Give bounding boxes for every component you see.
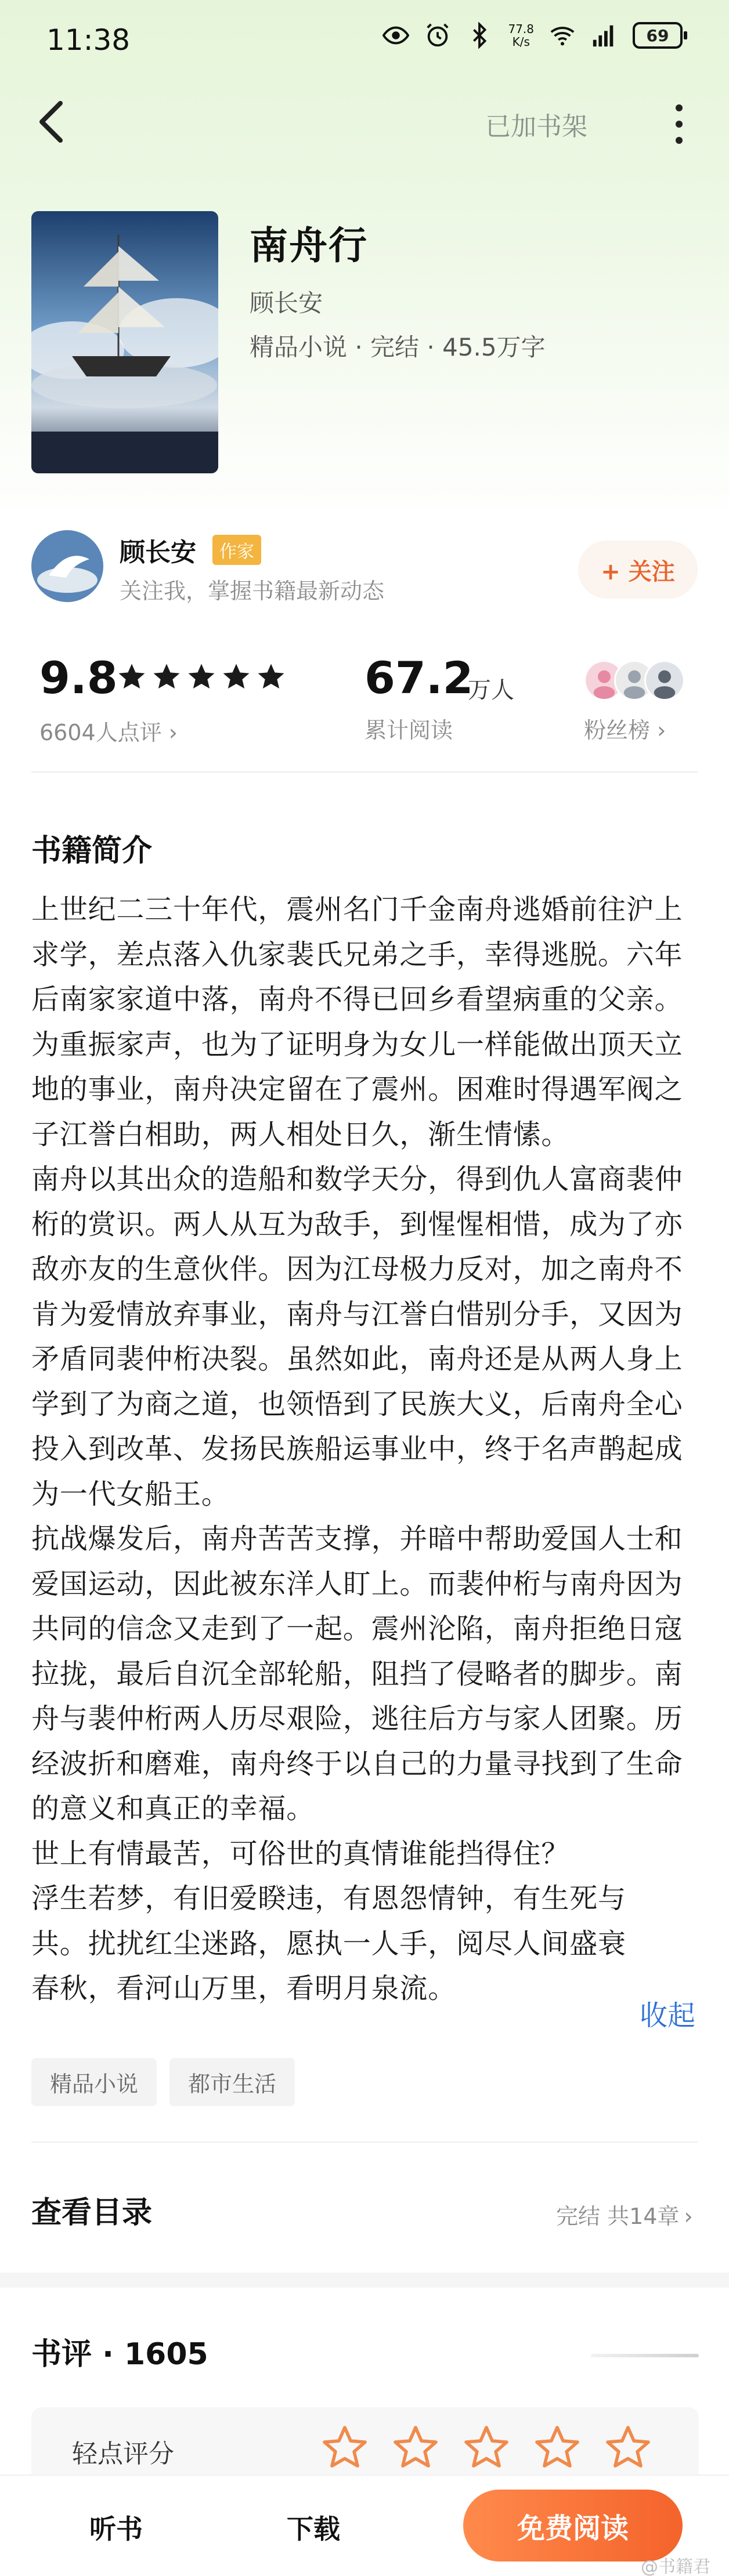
author-subtitle: 关注我，掌握书籍最新动态 (120, 578, 385, 604)
intro-paragraph: 抗战爆发后，南舟苦苦支撑，并暗中帮助爱国人士和爱国运动，因此被东洋人盯上。而裴仲桁与南舟因为共同的信念又走到了一起。震州沦陷，南舟拒绝日寇拉拢，最后自沉全部轮船，阻挡了侵略者的脚步。南舟与裴仲桁两人历尽艰险，逃往后方与家人团聚。历经波折和磨难，南舟终于以自己的力量寻找到了生命的意义和真正的幸福。 (31, 1523, 683, 1825)
star-icon (151, 661, 182, 693)
decorative-line (591, 2354, 699, 2357)
book-author[interactable]: 顾长安 (250, 289, 323, 317)
book-cover[interactable] (31, 211, 218, 473)
download-button[interactable]: 下载 (287, 2513, 340, 2545)
rate-stars (320, 2423, 652, 2472)
avatar-art (31, 530, 103, 602)
divider (31, 2142, 698, 2143)
tag-item[interactable]: 精品小说 (31, 2058, 157, 2106)
reads-label: 累计阅读 (364, 718, 453, 743)
star-icon[interactable] (533, 2423, 582, 2472)
intro-text (31, 887, 699, 2012)
intro-title: 书籍简介 (31, 834, 153, 868)
chevron-right-icon: › (684, 2204, 693, 2229)
star-icon (116, 661, 147, 693)
toc-status-link[interactable] (556, 2198, 693, 2230)
watermark: @书籍君 (641, 2557, 710, 2576)
fans-avatars[interactable] (584, 658, 694, 704)
reads-unit: 万人 (468, 677, 514, 704)
listen-button[interactable]: 听书 (89, 2513, 143, 2545)
star-icon (221, 661, 252, 693)
tag-list (31, 2058, 295, 2106)
wifi-icon (549, 22, 576, 49)
reviews-title: 书评 · 1605 (31, 2337, 208, 2372)
alarm-icon (424, 22, 451, 49)
chevron-left-icon[interactable] (35, 99, 70, 145)
intro-paragraph: 上世纪二三十年代，震州名门千金南舟逃婚前往沪上求学，差点落入仇家裴氏兄弟之手，幸得逃脱。六年后南家家道中落，南舟不得已回乡看望病重的父亲。为重振家声，也为了证明身为女儿一样能做出顶天立地的事业，南舟决定留在了震州。困难时得遇军阀之子江誉白相助，两人相处日久，渐生情愫。 (31, 893, 683, 1151)
follow-button[interactable]: + 关注 (578, 541, 698, 599)
status-bar (0, 0, 729, 81)
star-icon (255, 661, 287, 693)
book-cover-art (31, 211, 218, 473)
intro-paragraph: 浮生若梦，有旧爱睽违，有恩怨情钟，有生死与共。扰扰红尘迷路，愿执一人手，阅尽人间盛衰春秋，看河山万里，看明月泉流。 (31, 1882, 626, 2005)
battery-icon: 69 (633, 22, 683, 49)
status-time: 11:38 (46, 23, 131, 57)
section-gap (0, 2273, 729, 2288)
free-read-button[interactable]: 免费阅读 (463, 2490, 683, 2561)
star-icon[interactable] (604, 2423, 652, 2472)
toc-title[interactable]: 查看目录 (31, 2195, 153, 2230)
net-speed-value: 77.8 (508, 22, 534, 36)
divider (31, 771, 698, 773)
rate-label: 轻点评分 (72, 2439, 174, 2469)
book-meta: 精品小说 · 完结 · 45.5万字 (250, 333, 546, 361)
star-icon[interactable] (391, 2423, 440, 2472)
rating-score: 9.8 (39, 652, 118, 704)
toc-status: 完结 共14章 (556, 2204, 680, 2229)
rating-stars (116, 661, 287, 693)
more-vertical-icon[interactable] (667, 101, 691, 147)
rating-count-link[interactable]: 6604人点评 › (39, 720, 178, 745)
status-icons (382, 22, 683, 49)
eye-icon (382, 22, 409, 49)
bluetooth-icon (466, 22, 493, 49)
fan-avatar (644, 660, 685, 701)
reads-value: 67.2 (364, 652, 474, 704)
net-speed-unit: K/s (512, 35, 530, 49)
signal-icon (591, 22, 618, 49)
author-badge: 作家 (212, 535, 261, 565)
fans-ranking-link[interactable]: 粉丝榜 › (584, 718, 666, 743)
star-icon (186, 661, 217, 693)
star-icon[interactable] (320, 2423, 369, 2472)
author-avatar[interactable] (31, 530, 103, 602)
collapse-link[interactable]: 收起 (640, 1999, 696, 2032)
intro-paragraph: 世上有情最苦，可俗世的真情谁能挡得住？ (31, 1837, 570, 1870)
net-speed (508, 23, 534, 48)
intro-paragraph: 南舟以其出众的造船和数学天分，得到仇人富商裴仲桁的赏识。两人从互为敌手，到惺惺相惜，成为了亦敌亦友的生意伙伴。因为江母极力反对，加之南舟不肯为爱情放弃事业，南舟与江誉白惜别分手，又因为矛盾同裴仲桁决裂。虽然如此，南舟还是从两人身上学到了为商之道，也领悟到了民族大义，后南舟全心投入到改革、发扬民族船运事业中，终于名声鹊起成为一代女船王。 (31, 1163, 683, 1510)
book-title: 南舟行 (250, 223, 368, 268)
star-icon[interactable] (462, 2423, 511, 2472)
author-name[interactable]: 顾长安 (120, 538, 196, 567)
tag-item[interactable]: 都市生活 (169, 2058, 295, 2106)
added-to-shelf-button[interactable]: 已加书架 (485, 112, 587, 142)
